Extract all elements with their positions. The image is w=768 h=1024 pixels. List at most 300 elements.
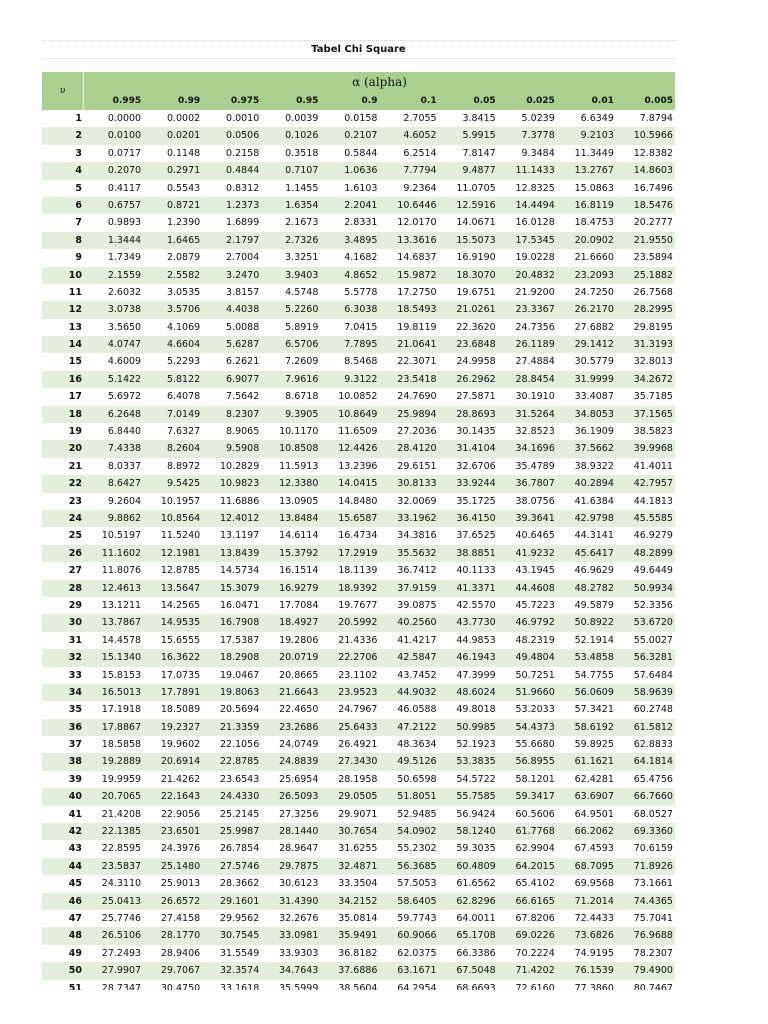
chi-square-value-cell: 0.8721	[166, 199, 201, 211]
chi-square-value-cell: 65.4756	[633, 773, 673, 785]
chi-square-value-cell: 40.2560	[397, 617, 437, 629]
chi-square-value-cell: 0.8312	[226, 182, 260, 194]
chi-square-value-cell: 56.9424	[456, 808, 496, 820]
chi-square-value-cell: 22.8595	[101, 843, 142, 855]
chi-square-value-cell: 21.9550	[633, 234, 673, 246]
chi-square-value-cell: 34.3816	[397, 530, 437, 542]
chi-square-value-cell: 59.3417	[515, 791, 555, 803]
chi-square-value-cell: 15.3079	[219, 582, 260, 594]
chi-square-value-cell: 3.9403	[285, 269, 319, 281]
chi-square-value-cell: 18.9392	[338, 582, 378, 594]
chi-square-value-cell: 20.5992	[338, 617, 378, 629]
chi-square-value-cell: 19.2889	[101, 756, 142, 768]
chi-square-value-cell: 4.0747	[107, 339, 142, 351]
chi-square-value-cell: 11.3449	[574, 147, 614, 159]
chi-square-value-cell: 66.2062	[574, 826, 614, 838]
chi-square-value-cell: 70.6159	[633, 843, 673, 855]
chi-square-value-cell: 60.9066	[397, 930, 437, 942]
chi-square-value-cell: 14.6837	[397, 252, 437, 264]
chi-square-value-cell: 33.0981	[279, 930, 319, 942]
chi-square-value-cell: 6.2514	[403, 147, 437, 159]
chi-square-value-cell: 64.9501	[574, 808, 614, 820]
chi-square-value-cell: 15.1340	[101, 652, 142, 664]
chi-square-value-cell: 32.6706	[456, 460, 496, 472]
chi-square-value-cell: 12.1981	[160, 547, 201, 559]
df-cell: 19	[68, 426, 82, 438]
chi-square-value-cell: 4.5748	[285, 286, 319, 298]
chi-square-value-cell: 41.6384	[574, 495, 614, 507]
df-cell: 11	[68, 286, 82, 298]
df-cell: 8	[75, 234, 82, 246]
chi-square-value-cell: 12.8785	[160, 565, 201, 577]
df-cell: 49	[68, 947, 82, 959]
chi-square-value-cell: 6.2648	[107, 408, 142, 420]
chi-square-value-cell: 9.5425	[166, 478, 201, 490]
chi-square-value-cell: 80.7467	[633, 982, 673, 990]
chi-square-value-cell: 22.1643	[160, 791, 201, 803]
chi-square-value-cell: 24.9958	[456, 356, 496, 368]
df-cell: 12	[68, 304, 82, 316]
chi-square-value-cell: 65.1708	[456, 930, 496, 942]
table-row	[42, 336, 675, 353]
chi-square-value-cell: 26.1189	[515, 339, 555, 351]
df-cell: 2	[75, 130, 82, 142]
chi-square-value-cell: 33.9303	[279, 947, 319, 959]
chi-square-value-cell: 34.2152	[338, 895, 378, 907]
chi-square-value-cell: 0.1148	[166, 147, 201, 159]
chi-square-value-cell: 32.0069	[397, 495, 437, 507]
chi-square-value-cell: 39.9968	[633, 443, 673, 455]
df-cell: 13	[68, 321, 82, 333]
df-cell: 46	[68, 895, 82, 907]
chi-square-value-cell: 4.8652	[344, 269, 378, 281]
df-cell: 3	[75, 147, 82, 159]
chi-square-value-cell: 19.2327	[160, 721, 201, 733]
chi-square-value-cell: 0.2107	[344, 130, 378, 142]
chi-square-value-cell: 14.0671	[456, 217, 496, 229]
chi-square-value-cell: 30.1910	[515, 391, 555, 403]
chi-square-value-cell: 45.5585	[633, 512, 673, 524]
table-row	[42, 962, 675, 979]
chi-square-value-cell: 79.4900	[633, 965, 673, 977]
df-cell: 5	[75, 182, 82, 194]
chi-square-value-cell: 22.1056	[219, 739, 260, 751]
chi-square-value-cell: 23.6543	[219, 773, 260, 785]
table-row	[42, 945, 675, 962]
chi-square-value-cell: 51.9660	[515, 686, 555, 698]
chi-square-value-cell: 13.1197	[219, 530, 260, 542]
chi-square-value-cell: 32.2676	[279, 912, 319, 924]
chi-square-value-cell: 1.7349	[107, 252, 142, 264]
chi-square-value-cell: 26.5106	[101, 930, 142, 942]
chi-square-value-cell: 14.8480	[338, 495, 378, 507]
chi-square-value-cell: 6.4078	[166, 391, 201, 403]
chi-square-value-cell: 7.7895	[344, 339, 378, 351]
chi-square-value-cell: 15.8153	[101, 669, 142, 681]
chi-square-value-cell: 43.1945	[515, 565, 555, 577]
chi-square-value-cell: 1.3444	[107, 234, 142, 246]
chi-square-value-cell: 65.4102	[515, 878, 555, 890]
chi-square-value-cell: 4.1069	[166, 321, 201, 333]
chi-square-value-cell: 61.5812	[633, 721, 673, 733]
chi-square-value-cell: 2.7055	[403, 113, 437, 124]
chi-square-value-cell: 61.7768	[515, 826, 555, 838]
chi-square-value-cell: 8.5468	[344, 356, 378, 368]
chi-square-value-cell: 38.5604	[338, 982, 378, 990]
chi-square-value-cell: 3.0738	[107, 304, 142, 316]
alpha-level-header: 0.975	[230, 96, 260, 106]
chi-square-value-cell: 16.0128	[515, 217, 555, 229]
chi-square-value-cell: 8.8972	[166, 460, 201, 472]
chi-square-value-cell: 4.6052	[403, 130, 437, 142]
chi-square-value-cell: 23.5894	[633, 252, 673, 264]
chi-square-value-cell: 1.2373	[226, 199, 260, 211]
table-row	[42, 788, 675, 805]
chi-square-value-cell: 34.1696	[515, 443, 555, 455]
alpha-level-header: 0.025	[526, 96, 555, 106]
table-row	[42, 406, 675, 423]
chi-square-value-cell: 12.8382	[633, 147, 673, 159]
df-cell: 6	[75, 199, 82, 211]
df-cell: 45	[68, 878, 82, 890]
blank-row	[42, 58, 675, 73]
chi-square-value-cell: 8.9065	[226, 426, 260, 438]
df-cell: 34	[68, 686, 82, 698]
chi-square-value-cell: 59.8925	[574, 739, 614, 751]
df-cell: 36	[68, 721, 82, 733]
chi-square-value-cell: 20.4832	[515, 269, 555, 281]
chi-square-value-cell: 30.5779	[574, 356, 614, 368]
chi-square-value-cell: 22.4650	[279, 704, 319, 716]
chi-square-value-cell: 62.8833	[633, 739, 673, 751]
chi-square-value-cell: 31.5264	[515, 408, 555, 420]
chi-square-value-cell: 5.2260	[285, 304, 319, 316]
chi-square-value-cell: 46.9279	[633, 530, 673, 542]
chi-square-value-cell: 21.6660	[574, 252, 614, 264]
chi-square-value-cell: 15.5073	[456, 234, 496, 246]
chi-square-value-cell: 18.5493	[397, 304, 437, 316]
chi-square-value-cell: 19.8119	[397, 321, 437, 333]
chi-square-value-cell: 56.8955	[515, 756, 555, 768]
df-cell: 10	[68, 269, 82, 281]
chi-square-value-cell: 1.6465	[166, 234, 201, 246]
chi-square-value-cell: 7.6327	[166, 426, 201, 438]
chi-square-value-cell: 0.6757	[107, 199, 142, 211]
chi-square-value-cell: 58.1201	[515, 773, 555, 785]
chi-square-value-cell: 44.9032	[397, 686, 437, 698]
chi-square-value-cell: 9.2364	[403, 182, 437, 194]
chi-square-value-cell: 50.9934	[633, 582, 673, 594]
chi-square-value-cell: 4.6604	[166, 339, 201, 351]
chi-square-value-cell: 11.5913	[279, 460, 319, 472]
chi-square-value-cell: 17.5345	[515, 234, 555, 246]
chi-square-value-cell: 45.6417	[574, 547, 614, 559]
chi-square-value-cell: 53.2033	[515, 704, 555, 716]
chi-square-value-cell: 14.0415	[338, 478, 378, 490]
chi-square-value-cell: 4.6009	[107, 356, 142, 368]
chi-square-value-cell: 11.0705	[456, 182, 496, 194]
chi-square-value-cell: 24.3976	[160, 843, 201, 855]
chi-square-value-cell: 67.8206	[515, 912, 555, 924]
chi-square-value-cell: 64.0011	[456, 912, 496, 924]
chi-square-value-cell: 49.4804	[515, 652, 555, 664]
chi-square-value-cell: 58.6405	[397, 895, 437, 907]
chi-square-value-cell: 6.8440	[107, 426, 142, 438]
chi-square-value-cell: 15.3792	[279, 547, 319, 559]
alpha-level-header: 0.99	[177, 96, 201, 106]
chi-square-value-cell: 25.9013	[160, 878, 201, 890]
df-cell: 43	[68, 843, 82, 855]
chi-square-value-cell: 38.5823	[633, 426, 673, 438]
table-row	[42, 910, 675, 927]
chi-square-value-cell: 23.9523	[338, 686, 378, 698]
chi-square-value-cell: 2.2041	[344, 199, 378, 211]
chi-square-value-cell: 0.0506	[226, 130, 260, 142]
chi-square-value-cell: 31.4390	[279, 895, 319, 907]
chi-square-value-cell: 49.6449	[633, 565, 673, 577]
chi-square-value-cell: 7.4338	[107, 443, 142, 455]
table-row	[42, 580, 675, 597]
chi-square-value-cell: 0.0717	[107, 147, 142, 159]
table-row	[42, 267, 675, 284]
chi-square-value-cell: 0.4117	[107, 182, 142, 194]
chi-square-value-cell: 68.7095	[574, 860, 614, 872]
table-row	[42, 632, 675, 649]
chi-square-value-cell: 6.6349	[580, 113, 614, 124]
chi-square-value-cell: 36.8182	[338, 947, 378, 959]
chi-square-value-cell: 46.9792	[515, 617, 555, 629]
table-row	[42, 180, 675, 197]
chi-square-value-cell: 57.6484	[633, 669, 673, 681]
chi-square-value-cell: 61.1621	[574, 756, 614, 768]
chi-square-value-cell: 33.4087	[574, 391, 614, 403]
chi-square-value-cell: 37.6525	[456, 530, 496, 542]
table-row	[42, 475, 675, 492]
chi-square-value-cell: 58.6192	[574, 721, 614, 733]
chi-square-value-cell: 56.3685	[397, 860, 437, 872]
chi-square-value-cell: 10.8564	[160, 512, 201, 524]
chi-square-value-cell: 0.9893	[107, 217, 142, 229]
chi-square-value-cell: 29.1601	[219, 895, 260, 907]
chi-square-value-cell: 22.3620	[456, 321, 496, 333]
chi-square-value-cell: 2.0879	[166, 252, 201, 264]
chi-square-value-cell: 5.5778	[344, 286, 378, 298]
chi-square-value-cell: 0.2070	[107, 165, 142, 177]
chi-square-value-cell: 8.2604	[166, 443, 201, 455]
chi-square-value-cell: 21.4262	[160, 773, 201, 785]
chi-square-value-cell: 31.9999	[574, 373, 614, 385]
chi-square-value-cell: 36.1909	[574, 426, 614, 438]
chi-square-value-cell: 5.1422	[107, 373, 142, 385]
chi-square-value-cell: 7.8147	[462, 147, 496, 159]
chi-square-value-cell: 20.0902	[574, 234, 614, 246]
chi-square-value-cell: 29.6151	[397, 460, 437, 472]
chi-square-value-cell: 76.9688	[633, 930, 673, 942]
chi-square-value-cell: 9.2604	[107, 495, 142, 507]
chi-square-value-cell: 13.8484	[279, 512, 319, 524]
chi-square-value-cell: 29.7875	[279, 860, 319, 872]
table-row	[42, 527, 675, 544]
chi-square-value-cell: 5.2293	[166, 356, 201, 368]
chi-square-value-cell: 64.1814	[633, 756, 673, 768]
chi-square-value-cell: 59.7743	[397, 912, 437, 924]
chi-square-value-cell: 0.0002	[166, 113, 201, 124]
chi-square-value-cell: 19.0467	[219, 669, 260, 681]
chi-square-value-cell: 56.3281	[633, 652, 673, 664]
table-row	[42, 684, 675, 701]
df-cell: 35	[68, 704, 82, 716]
table-row	[42, 614, 675, 631]
chi-square-value-cell: 29.9562	[219, 912, 260, 924]
chi-square-value-cell: 29.1412	[574, 339, 614, 351]
chi-square-value-cell: 28.2995	[633, 304, 673, 316]
table-row	[42, 423, 675, 440]
chi-square-value-cell: 57.3421	[574, 704, 614, 716]
chi-square-value-cell: 74.4365	[633, 895, 673, 907]
chi-square-value-cell: 52.3356	[633, 599, 673, 611]
chi-square-value-cell: 47.2122	[397, 721, 437, 733]
chi-square-value-cell: 34.8053	[574, 408, 614, 420]
chi-square-value-cell: 2.1797	[226, 234, 260, 246]
chi-square-value-cell: 32.3574	[219, 965, 260, 977]
chi-square-value-cell: 66.6165	[515, 895, 555, 907]
chi-square-value-cell: 20.2777	[633, 217, 673, 229]
df-cell: 4	[75, 165, 82, 177]
chi-square-value-cell: 25.1480	[160, 860, 201, 872]
table-row	[42, 719, 675, 736]
df-cell: 9	[75, 252, 82, 264]
chi-square-value-cell: 44.9853	[456, 634, 496, 646]
chi-square-value-cell: 3.0535	[166, 286, 201, 298]
chi-square-value-cell: 9.5908	[226, 443, 260, 455]
chi-square-value-cell: 2.1559	[107, 269, 142, 281]
chi-square-value-cell: 60.4809	[456, 860, 496, 872]
chi-square-value-cell: 18.5476	[633, 199, 673, 211]
chi-square-value-cell: 9.3484	[521, 147, 555, 159]
chi-square-value-cell: 30.7545	[219, 930, 260, 942]
chi-square-value-cell: 2.7326	[285, 234, 319, 246]
table-row	[42, 649, 675, 666]
chi-square-value-cell: 38.8851	[456, 547, 496, 559]
chi-square-value-cell: 66.3386	[456, 947, 496, 959]
chi-square-value-cell: 1.6103	[344, 182, 378, 194]
chi-square-value-cell: 2.5582	[166, 269, 201, 281]
chi-square-value-cell: 28.1440	[279, 826, 319, 838]
chi-square-value-cell: 33.1962	[397, 512, 437, 524]
chi-square-value-cell: 9.2103	[580, 130, 614, 142]
chi-square-value-cell: 28.9647	[279, 843, 319, 855]
chi-square-value-cell: 30.1435	[456, 426, 496, 438]
chi-square-value-cell: 6.5706	[285, 339, 319, 351]
chi-square-value-cell: 15.0863	[574, 182, 614, 194]
chi-square-value-cell: 36.7807	[515, 478, 555, 490]
chi-square-value-cell: 20.7065	[101, 791, 142, 803]
chi-square-value-cell: 3.8157	[226, 286, 260, 298]
df-cell: 48	[68, 930, 82, 942]
df-cell: 18	[68, 408, 82, 420]
chi-square-value-cell: 30.8133	[397, 478, 437, 490]
chi-square-value-cell: 2.8331	[344, 217, 378, 229]
table-row	[42, 284, 675, 301]
chi-square-value-cell: 43.7452	[397, 669, 437, 681]
chi-square-value-cell: 73.1661	[633, 878, 673, 890]
chi-square-value-cell: 53.4858	[574, 652, 614, 664]
chi-square-value-cell: 21.3359	[219, 721, 260, 733]
chi-square-value-cell: 25.2145	[219, 808, 260, 820]
chi-square-value-cell: 14.4578	[101, 634, 142, 646]
chi-square-value-cell: 0.5543	[166, 182, 201, 194]
chi-square-value-cell: 21.4208	[101, 808, 142, 820]
chi-square-value-cell: 23.5418	[397, 373, 437, 385]
table-row	[42, 753, 675, 770]
chi-square-value-cell: 0.0158	[344, 113, 378, 124]
table-row	[42, 458, 675, 475]
alpha-level-header: 0.9	[361, 96, 378, 106]
chi-square-value-cell: 12.8325	[515, 182, 555, 194]
chi-square-value-cell: 44.1813	[633, 495, 673, 507]
table-row	[42, 232, 675, 249]
chi-square-value-cell: 46.0588	[397, 704, 437, 716]
chi-square-value-cell: 30.6123	[279, 878, 319, 890]
chi-square-value-cell: 56.0609	[574, 686, 614, 698]
chi-square-value-cell: 54.7755	[574, 669, 614, 681]
chi-square-value-cell: 48.2319	[515, 634, 555, 646]
chi-square-value-cell: 7.2609	[285, 356, 319, 368]
df-cell: 23	[68, 495, 82, 507]
chi-square-value-cell: 25.7746	[101, 912, 142, 924]
chi-square-value-cell: 10.9823	[219, 478, 260, 490]
df-cell: 39	[68, 773, 82, 785]
chi-square-value-cell: 48.2899	[633, 547, 673, 559]
chi-square-value-cell: 25.9894	[397, 408, 437, 420]
chi-square-value-cell: 77.3860	[574, 982, 614, 990]
chi-square-value-cell: 42.5847	[397, 652, 437, 664]
chi-square-value-cell: 26.7568	[633, 286, 673, 298]
chi-square-value-cell: 11.6886	[219, 495, 260, 507]
chi-square-value-cell: 0.0100	[107, 130, 142, 142]
chi-square-value-cell: 47.3999	[456, 669, 496, 681]
chi-square-value-cell: 50.6598	[397, 773, 437, 785]
chi-square-value-cell: 19.7677	[338, 599, 378, 611]
alpha-level-header: 0.005	[644, 96, 673, 106]
chi-square-value-cell: 25.6433	[338, 721, 378, 733]
df-cell: 25	[68, 530, 82, 542]
chi-square-value-cell: 7.7794	[403, 165, 437, 177]
chi-square-value-cell: 3.3251	[285, 252, 319, 264]
chi-square-value-cell: 37.6886	[338, 965, 378, 977]
chi-square-value-cell: 63.6907	[574, 791, 614, 803]
chi-square-value-cell: 10.2829	[219, 460, 260, 472]
chi-square-value-cell: 24.7690	[397, 391, 437, 403]
table-row	[42, 353, 675, 370]
df-cell: 32	[68, 652, 82, 664]
chi-square-value-cell: 19.9959	[101, 773, 142, 785]
chi-square-value-cell: 27.4884	[515, 356, 555, 368]
chi-square-value-cell: 40.1133	[456, 565, 496, 577]
df-cell: 29	[68, 599, 82, 611]
chi-square-value-cell: 5.0239	[521, 113, 555, 124]
chi-square-value-cell: 27.5746	[219, 860, 260, 872]
chi-square-value-cell: 14.4494	[515, 199, 555, 211]
chi-square-value-cell: 44.3141	[574, 530, 614, 542]
chi-square-value-cell: 32.8013	[633, 356, 673, 368]
chi-square-value-cell: 13.1211	[101, 599, 142, 611]
df-cell: 30	[68, 617, 82, 629]
chi-square-value-cell: 64.2954	[397, 982, 437, 990]
chi-square-value-cell: 0.0201	[166, 130, 201, 142]
chi-square-value-cell: 10.0852	[338, 391, 378, 403]
chi-square-value-cell: 28.9406	[160, 947, 201, 959]
